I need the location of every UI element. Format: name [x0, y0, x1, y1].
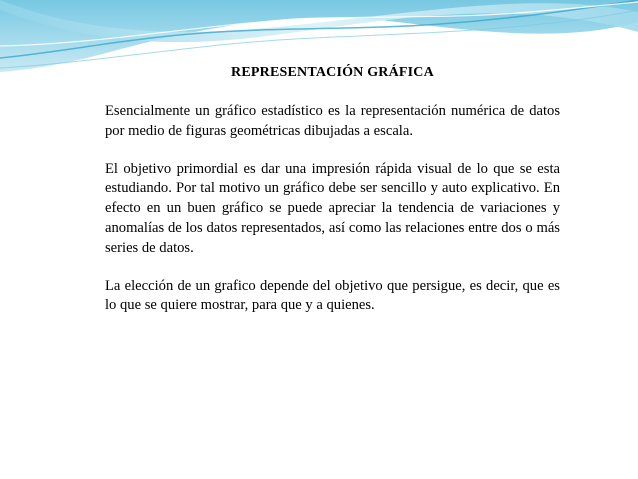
paragraph-choice: La elección de un grafico depende del objetivo que persigue, es decir, que es lo que se quiere mostrar, para que y a quienes. — [105, 277, 560, 314]
body-text — [105, 102, 560, 334]
paragraph-definition: Esencialmente un gráfico estadístico es la representación numérica de datos por medio de figuras geométricas dibujadas a escala. — [105, 103, 560, 139]
paragraph-objective: El objetivo primordial es dar una impresión rápida visual de lo que se esta estudiando. Por tal motivo un gráfico debe ser sencillo y auto explicativo. En efecto en un buen gráfico se puede apreciar la tendencia de variaciones y anomalías de los datos representados, así como las relaciones entre dos o más series de datos. — [105, 160, 560, 256]
slide-title: REPRESENTACIÓN GRÁFICA — [231, 65, 434, 80]
